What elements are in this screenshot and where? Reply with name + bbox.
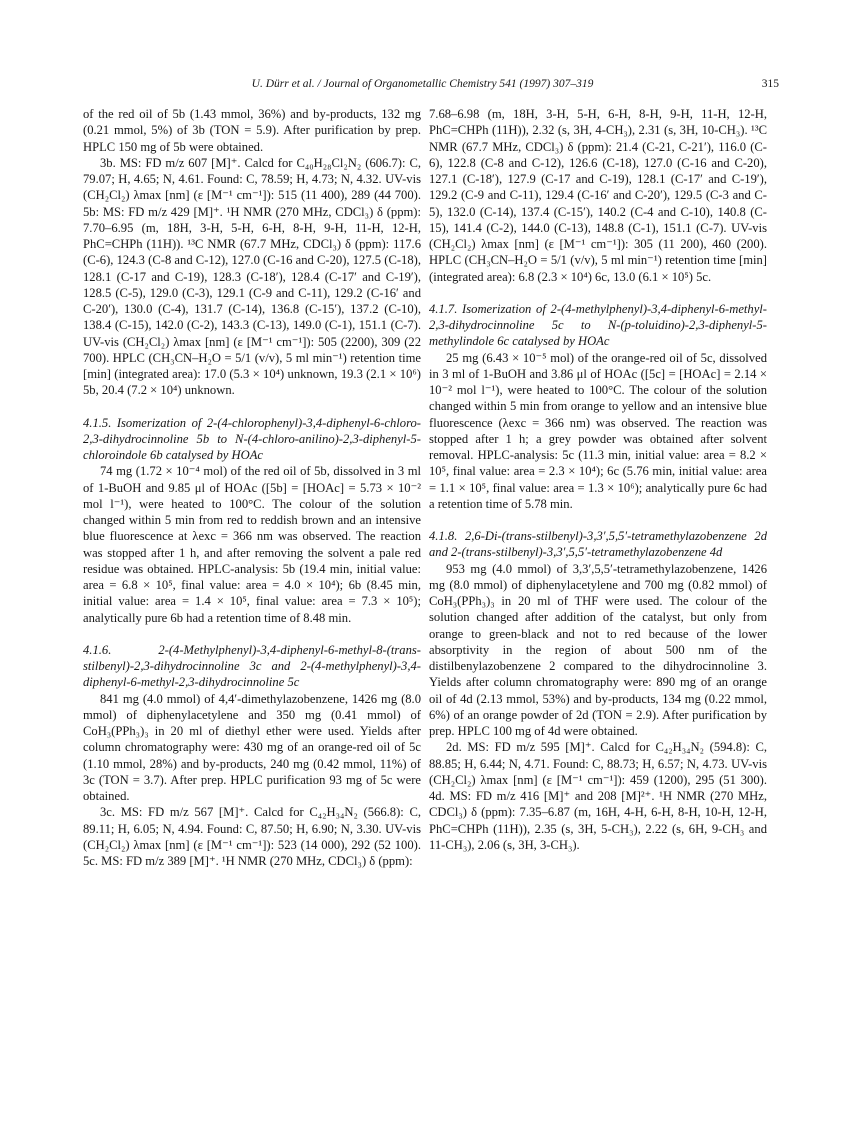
right-column [429, 106, 767, 853]
page-header [0, 78, 845, 98]
paragraph: 3b. MS: FD m/z 607 [M]⁺. Calcd for C₄₀H₂₈Cl₂N₂ (606.7): C, 79.07; H, 4.65; N, 4.61. Found: C, 78.59; H, 4.73; N, 4.32. UV-vis (CH₂Cl₂) λmax [nm] (ε [M⁻¹ cm⁻¹]): 515 (11 400), 289 (44 700). 5b: MS: FD m/z 429 [M]⁺. ¹H NMR (270 MHz, CDCl₃) δ (ppm): 7.70–6.95 (m, 18H, 3-H, 5-H, 6-H, 8-H, 9-H, 11-H, 12-H, PhC=CHPh (11H)). ¹³C NMR (67.7 MHz, CDCl₃) δ (ppm): 117.6 (C-6), 124.3 (C-8 and C-12), 127.0 (C-16 and C-20), 127.5 (C-18), 128.1 (C-17 and C-19), 128.3 (C-18′), 128.4 (C-17′ and C-19′), 128.5 (C-5), 129.0 (C-3), 129.1 (C-9 and C-11), 129.2 (C-16′ and C-20′), 130.0 (C-4), 131.7 (C-14), 136.8 (C-15′), 137.2 (C-10), 138.4 (C-15), 142.0 (C-2), 143.3 (C-13), 149.0 (C-1), 151.1 (C-7). UV-vis (CH₂Cl₂) λmax [nm] (ε [M⁻¹ cm⁻¹]): 505 (2200), 309 (22 700). HPLC (CH₃CN–H₂O = 5/1 (v/v), 5 ml min⁻¹) retention time [min] (integrated area): 17.0 (5.3 × 10⁴) unknown, 19.3 (2.1 × 10⁶) 5b, 20.4 (7.2 × 10⁴) unknown. [83, 155, 421, 398]
section-heading-4-1-6: 4.1.6. 2-(4-Methylphenyl)-3,4-diphenyl-6-methyl-8-(trans-stilbenyl)-2,3-dihydrocinnoline 3c and 2-(4-methylphenyl)-3,4-diphenyl-6-methyl-2,3-dihydrocinnoline 5c [83, 642, 421, 690]
paragraph: 841 mg (4.0 mmol) of 4,4′-dimethylazobenzene, 1426 mg (8.0 mmol) of diphenylacetylene and 350 mg (0.41 mmol) of CoH₃(PPh₃)₃ in 20 ml of diethyl ether were used. Yields after column chromatography were: 430 mg of an orange-red oil of 5c (1.10 mmol, 28%) and by-products, 240 mg (0.42 mmol, 11%) of 3c (TON = 3.7). After prep. HPLC purification 93 mg of 5c were obtained. [83, 691, 421, 803]
paragraph: 2d. MS: FD m/z 595 [M]⁺. Calcd for C₄₂H₃₄N₂ (594.8): C, 88.85; H, 6.44; N, 4.71. Found: C, 88.73; H, 6.57; N, 4.73. UV-vis (CH₂Cl₂) λmax [nm] (ε [M⁻¹ cm⁻¹]): 459 (1200), 295 (51 300). 4d. MS: FD m/z 416 [M]⁺ and 208 [M]²⁺. ¹H NMR (270 MHz, CDCl₃) δ (ppm): 7.35–6.87 (m, 16H, 4-H, 6-H, 8-H, 10-H, 12-H, PhC=CHPh (11H)), 2.35 (s, 3H, 5-CH₃), 2.22 (s, 6H, 9-CH₃ and 11-CH₃), 2.06 (s, 3H, 3-CH₃). [429, 740, 767, 852]
section-heading-4-1-5: 4.1.5. Isomerization of 2-(4-chlorophenyl)-3,4-diphenyl-6-chloro-2,3-dihydrocinnoline 5b to N-(4-chloro-anilino)-2,3-diphenyl-5-chloroindole 6b catalysed by HOAc [83, 415, 421, 462]
paragraph: 7.68–6.98 (m, 18H, 3-H, 5-H, 6-H, 8-H, 9-H, 11-H, 12-H, PhC=CHPh (11H)), 2.32 (s, 3H, 4-CH₃), 2.31 (s, 3H, 10-CH₃). ¹³C NMR (67.7 MHz, CDCl₃) δ (ppm): 21.4 (C-21, C-21′), 116.0 (C-6), 122.8 (C-8 and C-12), 126.6 (C-18), 127.0 (C-16 and C-20), 127.1 (C-18′), 127.9 (C-17 and C-19), 128.1 (C-17′ and C-19′), 129.2 (C-9 and C-11), 129.4 (C-16′ and C-20′), 129.5 (C-3 and C-5), 132.0 (C-14), 137.4 (C-15′), 140.2 (C-4 and C-10), 140.8 (C-15), 141.4 (C-2), 144.0 (C-13), 148.8 (C-1), 151.1 (C-7). UV-vis (CH₂Cl₂) λmax [nm] (ε [M⁻¹ cm⁻¹]): 305 (11 200), 460 (200). HPLC (CH₃CN–H₂O = 5/1 (v/v), 5 ml min⁻¹) retention time [min] (integrated area): 6.8 (2.3 × 10⁴) 6c, 13.0 (6.1 × 10⁵) 5c. [429, 107, 767, 284]
section-heading-4-1-8: 4.1.8. 2,6-Di-(trans-stilbenyl)-3,3′,5,5′-tetramethylazobenzene 2d and 2-(trans-stilbenyl)-3,3′,5,5′-tetramethylazobenzene 4d [429, 529, 767, 560]
page-number: 315 [761, 78, 779, 90]
paragraph: 74 mg (1.72 × 10⁻⁴ mol) of the red oil of 5b, dissolved in 3 ml of 1-BuOH and 9.85 μl of HOAc ([5b] = [HOAc] = 5.73 × 10⁻² mol l⁻¹), were heated to 100°C. The colour of the solution changed within 5 min from red to reddish brown and an intensive blue fluorescence at λexc = 366 nm was observed. The reaction was stopped after 1 h, and after removing the solvent a pale red residue was obtained. HPLC-analysis: 5b (19.4 min, initial value: area = 6.8 × 10⁵, final value: area = 4.0 × 10⁴); 6b (8.45 min, initial value: area = 1.4 × 10⁵, final value: area = 7.3 × 10⁵); analytically pure 6b had a retention time of 8.48 min. [83, 464, 421, 625]
running-head: U. Dürr et al. / Journal of Organometallic Chemistry 541 (1997) 307–319 [251, 78, 594, 90]
section-heading-4-1-7: 4.1.7. Isomerization of 2-(4-methylphenyl)-3,4-diphenyl-6-methyl-2,3-dihydrocinnoline 5c to N-(p-toluidino)-2,3-diphenyl-5-methylindole 6c catalysed by HOAc [429, 301, 767, 349]
paragraph: 953 mg (4.0 mmol) of 3,3′,5,5′-tetramethylazobenzene, 1426 mg (8.0 mmol) of diphenylacetylene and 700 mg (0.82 mmol) of CoH₃(PPh₃)₃ in 20 ml of THF were used. The colour of the solution changed after addition of the catalyst, but only from orange to green-black and not to red because of the lower absorptivity in the region of about 500 nm of the distilbenylazobenzene 2 compared to the dihydrocinnoline 3. Yields after column chromatography were: 890 mg of an orange oil of 4d (2.13 mmol, 53%) and by-products, 134 mg (0.22 mmol, 6%) of an orange powder of 2d (TON = 2.9). After purification by prep. HPLC 100 mg of 4d were obtained. [429, 561, 767, 738]
left-column [83, 106, 421, 869]
paragraph: 25 mg (6.43 × 10⁻⁵ mol) of the orange-red oil of 5c, dissolved in 3 ml of 1-BuOH and 3.86 μl of HOAc ([5c] = [HOAc] = 2.14 × 10⁻² mol l⁻¹), were heated to 100°C. The colour of the solution changed within 5 min from orange to yellow and an intensive blue fluorescence (λexc = 366 nm) was observed. The reaction was stopped after 1 h; a grey powder was obtained after solvent removal. HPLC-analysis: 5c (11.3 min, initial value: area = 8.2 × 10⁵, final value: area = 2.3 × 10⁴); 6c (5.76 min, initial value: area = 1.1 × 10⁵, final value: area = 1.3 × 10⁶); analytically pure 6c had a retention time of 5.78 min. [429, 350, 767, 511]
paragraph: 3c. MS: FD m/z 567 [M]⁺. Calcd for C₄₂H₃₄N₂ (566.8): C, 89.11; H, 6.05; N, 4.94. Found: C, 87.50; H, 6.90; N, 3.30. UV-vis (CH₂Cl₂) λmax [nm] (ε [M⁻¹ cm⁻¹]): 523 (14 000), 292 (52 100). 5c. MS: FD m/z 389 [M]⁺. ¹H NMR (270 MHz, CDCl₃) δ (ppm): [83, 805, 421, 868]
paragraph: of the red oil of 5b (1.43 mmol, 36%) and by-products, 132 mg (0.21 mmol, 5%) of 3b (TON = 5.9). After purification by prep. HPLC 150 mg of 5b were obtained. [83, 107, 421, 154]
